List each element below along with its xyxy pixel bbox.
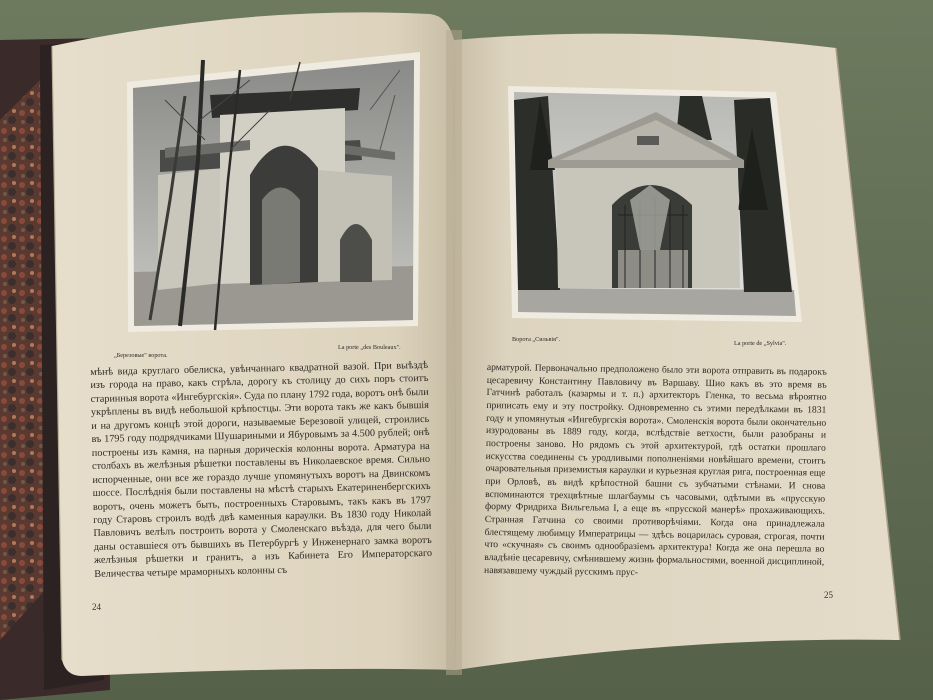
spine-shadow [446,30,462,675]
photo-birch-gate [127,52,420,332]
left-page-number: 24 [92,602,101,612]
photo-sylvia-gate [508,86,802,322]
right-photo-caption-ru: Ворота „Сильвія". [512,336,561,343]
left-page-text [90,359,432,581]
left-photo-caption-ru: „Березовые" ворота. [114,352,168,359]
right-page-number: 25 [824,590,833,600]
left-page-paragraph: мѣнѣ вида круглаго обелиска, увѣнчаннаго квадратной вазой. При выѣздѣ изъ города на право, какъ стрѣла, дорогу къ столицу до сихъ поръ стоитъ старинныя ворота «Ингебургскія». Суда по плану 1792 года, воротъ онѣ были укрѣплены въ видѣ небольшой крѣпостцы. Эти ворота такъ же какъ бывшія и на другомъ концѣ этой дороги, называемые Березовой улицей, строились въ 1795 году подрядчиками Шушариными и Ябуровымъ за 4.500 рублей; онѣ построены изъ камня, на парныя дорическія колонны ворота. Арматура на столбахъ въ желѣзныя рѣшетки поставлены въ Николаевское время. Сильно испорченные, они все же гораздо лучше упомянутыхъ воротъ на Двинскомъ шоссе. Послѣднія были поставлены на мѣстѣ старыхъ Екатериненбергскихъ воротъ, очень можетъ быть, построенныхъ Старовымъ, такъ какъ въ 1797 году Старовъ строилъ водѣ двѣ каменныя караулки. Въ 1830 году Николай Павловичъ велѣлъ построить ворота у Смоленскаго въѣзда, для чего были даны оставшіеся отъ бывшихъ въ Петербургѣ у Инженернаго замка воротъ желѣзныя рѣшетки и гранитъ, а изъ Кабинета Его Императорскаго Величества четыре мраморныхъ колонны съ [90,359,433,580]
right-page-text [484,362,827,582]
right-photo-caption-fr: La porte de „Sylvia". [734,340,787,347]
left-photo-caption-fr: La porte „des Bouleaux". [338,344,401,351]
right-page-paragraph: арматурой. Первоначально предположено было эти ворота отправить въ подарокъ цесаревичу Константину Павловичу въ Варшаву. Шио какъ въ это время въ Гатчинѣ работалъ (казармы и т. п.) архитекторъ Гленка, то весьма вѣроятно приписать ему и эту постройку. Одновременно съ этими передѣлками въ 1831 году и упомянутыя «Ингебургскія ворота». Смоленскія ворота были окончательно изуродованы въ 1889 году, когда, вслѣдствіе ветхости, были разобраны и построены заново. Но рядомъ съ этой архитектурой, гдѣ остатки прошлаго искусства соединены съ уродливыми пополненіями новѣйшаго времени, стоитъ очаровательныя приземистыя караулки и курьезная круглая рига, построенная еще при Орловѣ, въ видѣ крѣпостной башни съ зубчатыми стѣнами. И снова вспоминаются трехцвѣтные шлагбаумы съ часовыми, одѣтыми въ «прусскую форму Фридриха Вильгельма I, а еще въ «прусской манерѣ» прохаживающихъ. Странная Гатчина со своими противорѣчіями. Когда она принадлежала блестящему любимцу Императрицы — здѣсь воцарилась суровая, строгая, почти что «скучная» съ своимъ однообразіемъ архитектура! Когда же она перешла во владѣніе цесаревичу, смѣнившему жизнь формальностями, военной дисциплиной, навязавшему чуждый русскимъ прус- [484,362,827,578]
